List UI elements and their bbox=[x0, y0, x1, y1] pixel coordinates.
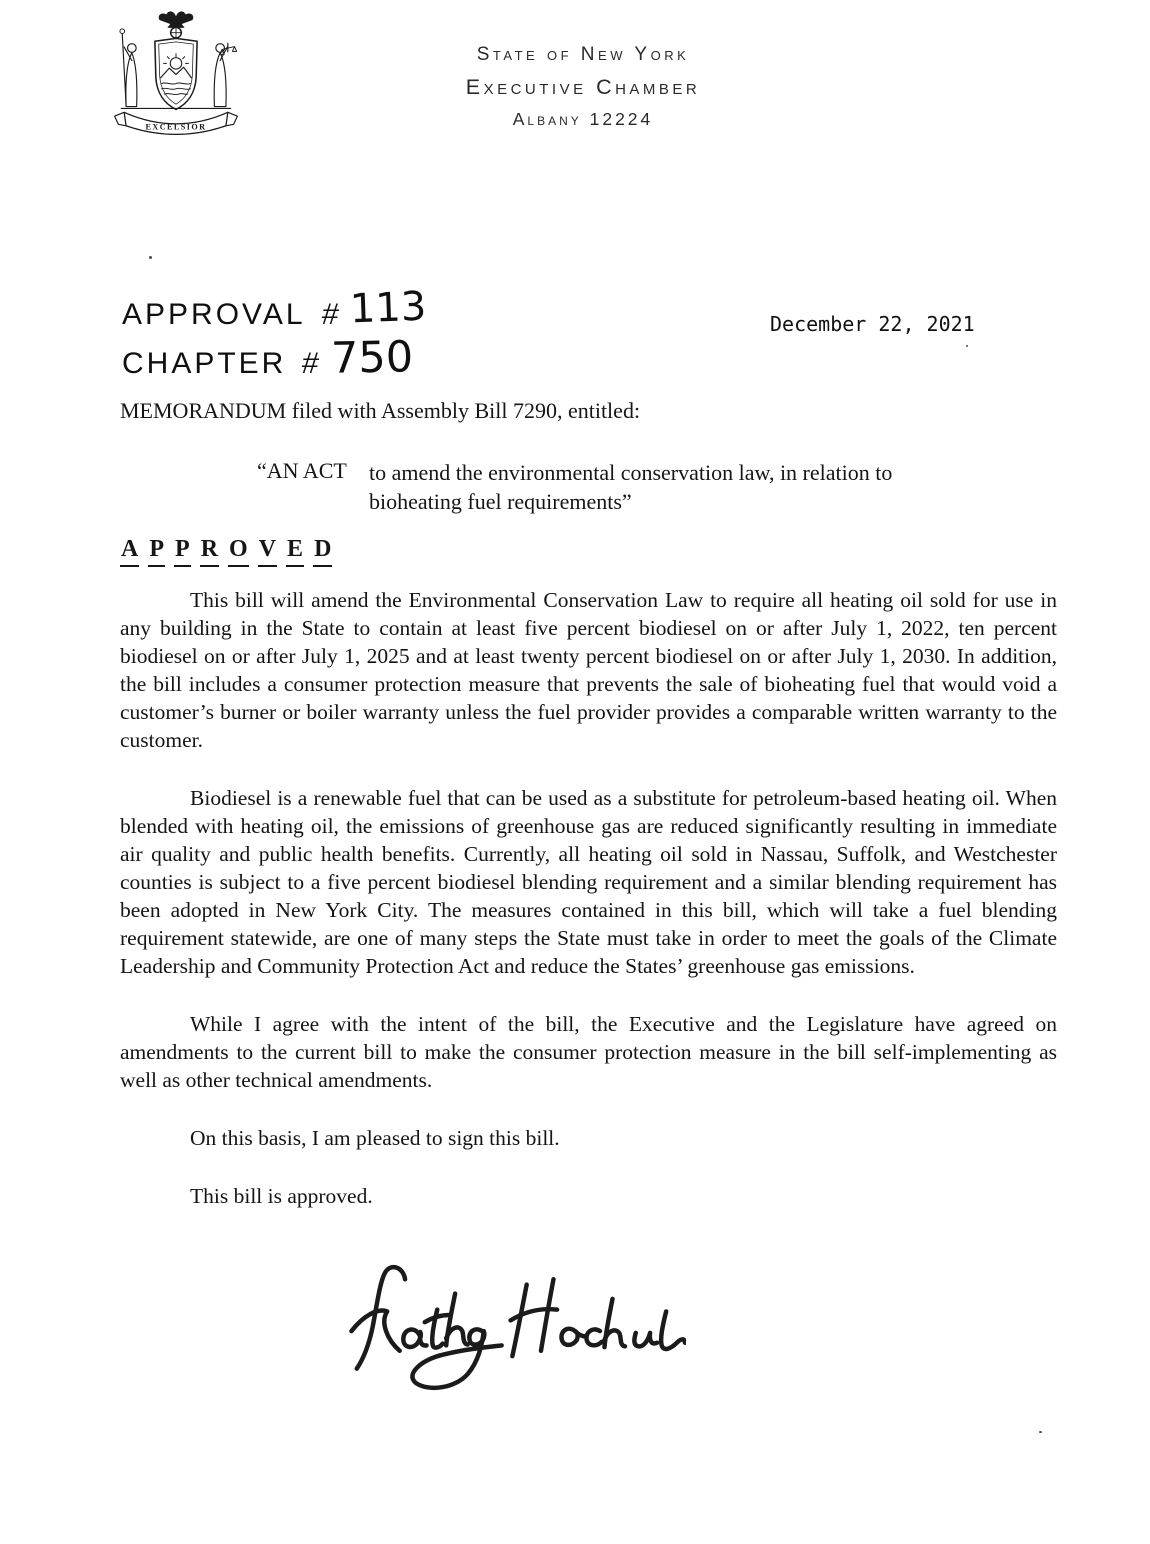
act-quote-lead: “AN ACT bbox=[257, 458, 347, 483]
approved-letter: A bbox=[120, 536, 139, 567]
closing-line-sign: On this basis, I am pleased to sign this bill. bbox=[190, 1126, 560, 1150]
chapter-row bbox=[122, 332, 427, 384]
letterhead bbox=[403, 44, 763, 130]
scan-speck bbox=[149, 256, 152, 259]
eagle-icon bbox=[159, 11, 194, 28]
approved-letter: E bbox=[286, 536, 304, 567]
act-quote-text: to amend the environmental conservation law, in relation to bioheating fuel requirements” bbox=[369, 460, 893, 514]
approval-row bbox=[122, 283, 428, 334]
body-paragraph-3: While I agree with the intent of the bill, the Executive and the Legislature have agreed on amendments to the current bill to make the consumer protection measure in the bill self-implementing as well as other technical amendments. bbox=[120, 1012, 1057, 1092]
approval-number-handwritten: 113 bbox=[349, 283, 428, 333]
approved-heading bbox=[120, 536, 341, 567]
scan-speck bbox=[1039, 1431, 1042, 1433]
approved-letter: V bbox=[258, 536, 277, 567]
liberty-figure bbox=[126, 53, 137, 107]
memorandum-intro-line: MEMORANDUM filed with Assembly Bill 7290, entitled: bbox=[120, 398, 641, 423]
approved-letter: D bbox=[313, 536, 332, 567]
body-paragraph-1: This bill will amend the Environmental Conservation Law to require all heating oil sold for use in any building in the State to contain at least five percent biodiesel on or after July 1, 2022, ten percent biodiesel on or after July 1, 2025 and at least twenty percent biodiesel on or after July 1, 2030. In addition, the bill includes a consumer protection measure that prevents the sale of bioheating fuel that would void a customer’s burner or boiler warranty unless the fuel provider provides a comparable written warranty to the customer. bbox=[120, 588, 1057, 752]
chapter-hash-sign: # bbox=[300, 347, 321, 380]
approved-letter: R bbox=[200, 536, 219, 567]
new-york-state-seal-icon bbox=[104, 4, 248, 140]
signature-name-text bbox=[0, 0, 1, 1]
memorandum-body bbox=[120, 586, 1057, 1240]
approved-letter: P bbox=[148, 536, 165, 567]
approval-hash-sign: # bbox=[319, 298, 340, 331]
letterhead-city-zip-line: Albany 12224 bbox=[512, 109, 654, 129]
scan-speck bbox=[966, 345, 968, 347]
chapter-label: CHAPTER bbox=[122, 347, 287, 380]
approval-label: APPROVAL bbox=[122, 298, 306, 331]
governor-signature bbox=[328, 1256, 686, 1408]
closing-line-approved: This bill is approved. bbox=[190, 1184, 373, 1208]
approval-chapter-stamp bbox=[122, 283, 428, 384]
document-date: December 22, 2021 bbox=[770, 312, 975, 336]
chapter-number-handwritten: 750 bbox=[330, 332, 414, 384]
body-paragraph-2: Biodiesel is a renewable fuel that can be used as a substitute for petroleum-based heating oil. When blended with heating oil, the emissions of greenhouse gas are reduced significantly resulting in immediate air quality and public health benefits. Currently, all heating oil sold in Nassau, Suffolk, and Westchester counties is subject to a five percent biodiesel blending requirement and a similar blending requirement has been adopted in New York City. The measures contained in this bill, which will take a fuel blending requirement statewide, are one of many steps the State must take in order to meet the goals of the Climate Leadership and Community Protection Act and reduce the States’ greenhouse gas emissions. bbox=[120, 786, 1057, 978]
act-quotation bbox=[257, 458, 977, 516]
approved-letter: P bbox=[174, 536, 191, 567]
seal-motto: EXCELSIOR bbox=[145, 122, 207, 132]
letterhead-state-line: State of New York bbox=[476, 44, 690, 65]
approved-letter: O bbox=[228, 536, 249, 567]
letterhead-chamber-line: Executive Chamber bbox=[465, 75, 701, 99]
